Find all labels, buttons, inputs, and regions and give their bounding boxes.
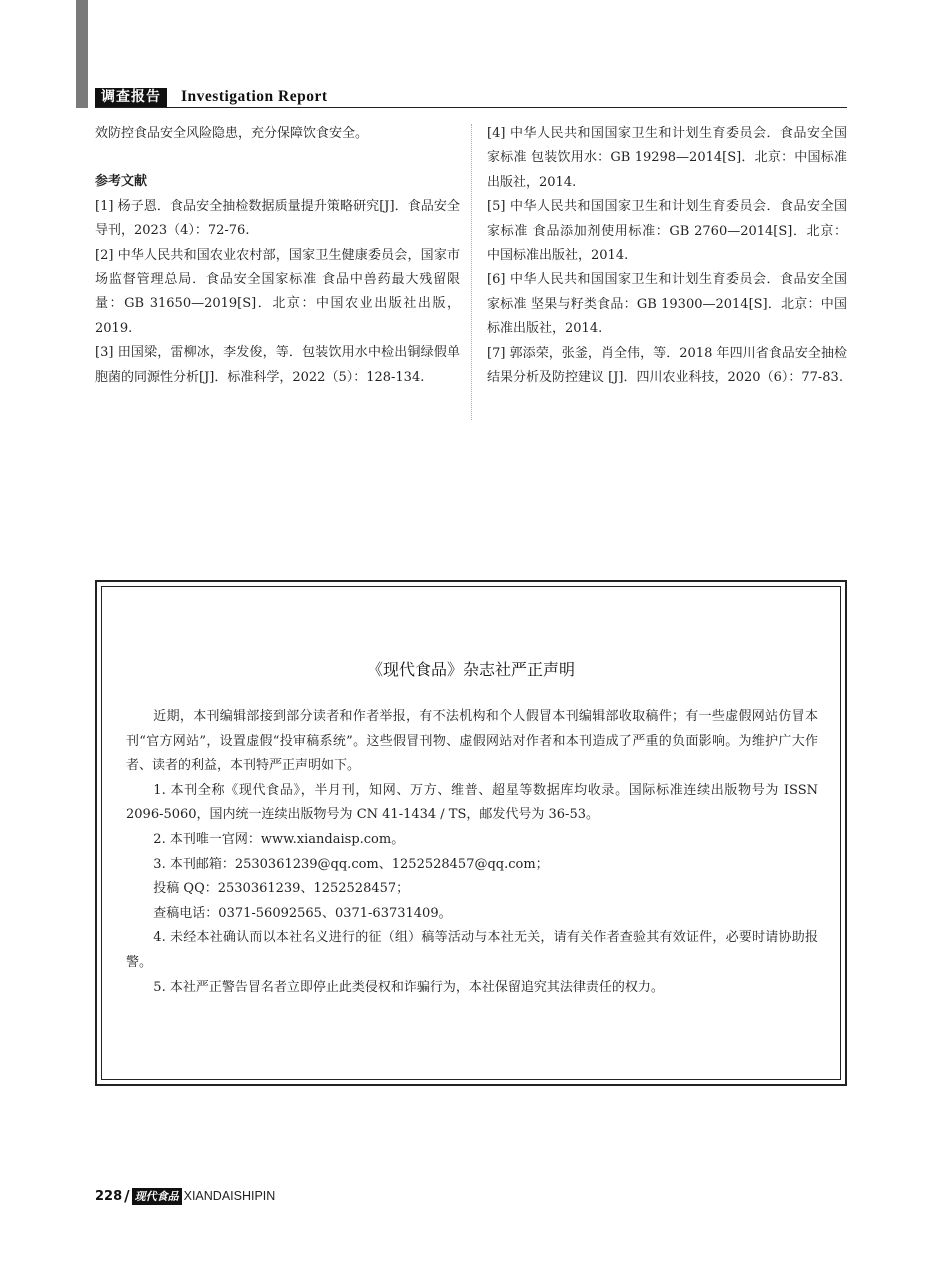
reference-item: [2] 中华人民共和国农业农村部，国家卫生健康委员会，国家市场监督管理总局．食品安全国家标准 食品中兽药最大残留限量：GB 31650—2019[S]．北京：中国农业出版社出版，2019. xyxy=(95,247,460,336)
notice-box xyxy=(95,580,847,1086)
left-column xyxy=(95,122,460,390)
footer-slash: / xyxy=(124,1187,130,1205)
page-number: 228 xyxy=(95,1188,123,1204)
journal-name-en: XIANDAISHIPIN xyxy=(183,1189,276,1203)
right-column xyxy=(487,122,847,390)
notice-paragraph: 近期，本刊编辑部接到部分读者和作者举报，有不法机构和个人假冒本刊编辑部收取稿件；有一些虚假网站仿冒本刊“官方网站”，设置虚假“投审稿系统”。这些假冒刊物、虚假网站对作者和本刊造成了严重的负面影响。为维护广大作者、读者的利益，本刊特严正声明如下。 xyxy=(126,709,818,774)
reference-item: [7] 郭添荣，张釜，肖全伟，等．2018 年四川省食品安全抽检结果分析及防控建议 [J]．四川农业科技，2020（6）：77-83. xyxy=(487,345,847,386)
notice-paragraph: 3. 本刊邮箱：2530361239@qq.com、1252528457@qq.com； xyxy=(153,856,549,872)
notice-inner-frame xyxy=(101,586,841,1080)
notice-paragraph: 5. 本社严正警告冒名者立即停止此类侵权和诈骗行为，本社保留追究其法律责任的权力。 xyxy=(153,979,664,995)
column-divider xyxy=(471,124,472,420)
side-color-bar xyxy=(76,0,88,108)
notice-paragraph: 4. 未经本社确认而以本社名义进行的征（组）稿等活动与本社无关，请有关作者查验其有效证件，必要时请协助报警。 xyxy=(126,930,818,970)
journal-logo-cn: 现代食品 xyxy=(132,1188,182,1205)
page-footer xyxy=(95,1187,275,1205)
notice-paragraph: 2. 本刊唯一官网：www.xiandaisp.com。 xyxy=(153,831,405,847)
reference-item: [5] 中华人民共和国国家卫生和计划生育委员会．食品安全国家标准 食品添加剂使用标准：GB 2760—2014[S]．北京：中国标准出版社，2014. xyxy=(487,199,847,264)
reference-item: [4] 中华人民共和国国家卫生和计划生育委员会．食品安全国家标准 包装饮用水：GB 19298—2014[S]．北京：中国标准出版社，2014. xyxy=(487,126,847,190)
reference-item: [6] 中华人民共和国国家卫生和计划生育委员会．食品安全国家标准 坚果与籽类食品：GB 19300—2014[S]．北京：中国标准出版社，2014. xyxy=(487,272,847,337)
header-rule xyxy=(95,107,847,108)
reference-item: [1] 杨子恩．食品安全抽检数据质量提升策略研究[J]．食品安全导刊，2023（4）：72-76. xyxy=(95,198,460,239)
reference-item: [3] 田国梁，雷柳冰，李发俊，等．包装饮用水中检出铜绿假单胞菌的同源性分析[J]．标准科学，2022（5）：128-134. xyxy=(95,345,460,385)
section-header xyxy=(95,86,847,108)
category-label-en: Investigation Report xyxy=(181,88,328,105)
intro-line: 效防控食品安全风险隐患，充分保障饮食安全。 xyxy=(95,126,369,141)
notice-paragraph: 投稿 QQ：2530361239、1252528457； xyxy=(153,881,410,897)
category-label-cn: 调查报告 xyxy=(95,88,167,107)
notice-body xyxy=(126,705,818,1000)
references-heading: 参考文献 xyxy=(95,174,148,190)
notice-paragraph: 查稿电话：0371-56092565、0371-63731409。 xyxy=(153,905,452,921)
notice-title: 《现代食品》杂志社严正声明 xyxy=(366,660,575,679)
notice-paragraph: 1. 本刊全称《现代食品》，半月刊，知网、万方、维普、超星等数据库均收录。国际标准连续出版物号为 ISSN 2096-5060，国内统一连续出版物号为 CN 41-1434 / TS，邮发代号为 36-53。 xyxy=(126,782,818,823)
